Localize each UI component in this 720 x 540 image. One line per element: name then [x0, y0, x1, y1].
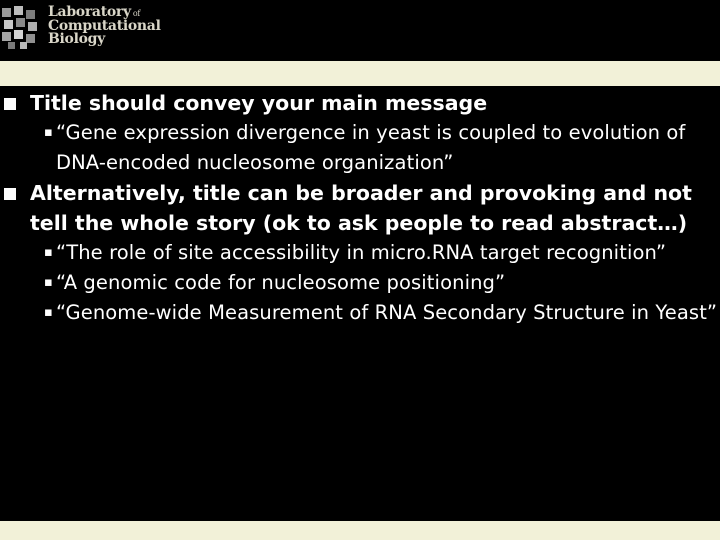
lab-logo: [0, 0, 160, 58]
header-band: [0, 61, 720, 86]
footer-band: [0, 521, 720, 540]
logo-line-1: Laboratory: [48, 4, 131, 20]
logo-line-3: Biology: [48, 31, 105, 47]
bullet-text: Title should convey your main message: [30, 91, 488, 115]
lab-logo-text: [48, 6, 161, 46]
subbullet-example-4: [0, 298, 720, 328]
small-square-bullet-icon: ▪: [44, 305, 53, 320]
subbullet-text: “The role of site accessibility in micro.RNA target recognition”: [56, 241, 667, 264]
small-square-bullet-icon: ▪: [44, 245, 53, 260]
bullet-text: Alternatively, title can be broader and provoking and not tell the whole story (ok to ask people to read abstract…): [30, 181, 692, 235]
subbullet-example-1: [0, 118, 720, 178]
slide-body: [0, 86, 720, 328]
lab-logo-icon: [0, 4, 40, 50]
subbullet-example-2: [0, 238, 720, 268]
square-bullet-icon: [4, 98, 16, 110]
subbullet-text: “Genome-wide Measurement of RNA Secondary Structure in Yeast”: [56, 301, 718, 324]
subbullet-example-3: [0, 268, 720, 298]
bullet-main-message: [0, 88, 720, 118]
small-square-bullet-icon: ▪: [44, 125, 53, 140]
logo-line-1-suffix: of: [132, 9, 140, 18]
bullet-alternatively: [0, 178, 720, 238]
subbullet-text: “A genomic code for nucleosome positioning”: [56, 271, 506, 294]
small-square-bullet-icon: ▪: [44, 275, 53, 290]
subbullet-text: “Gene expression divergence in yeast is coupled to evolution of DNA-encoded nucleosome organization”: [56, 121, 686, 174]
square-bullet-icon: [4, 188, 16, 200]
logo-line-2: Computational: [48, 18, 161, 34]
